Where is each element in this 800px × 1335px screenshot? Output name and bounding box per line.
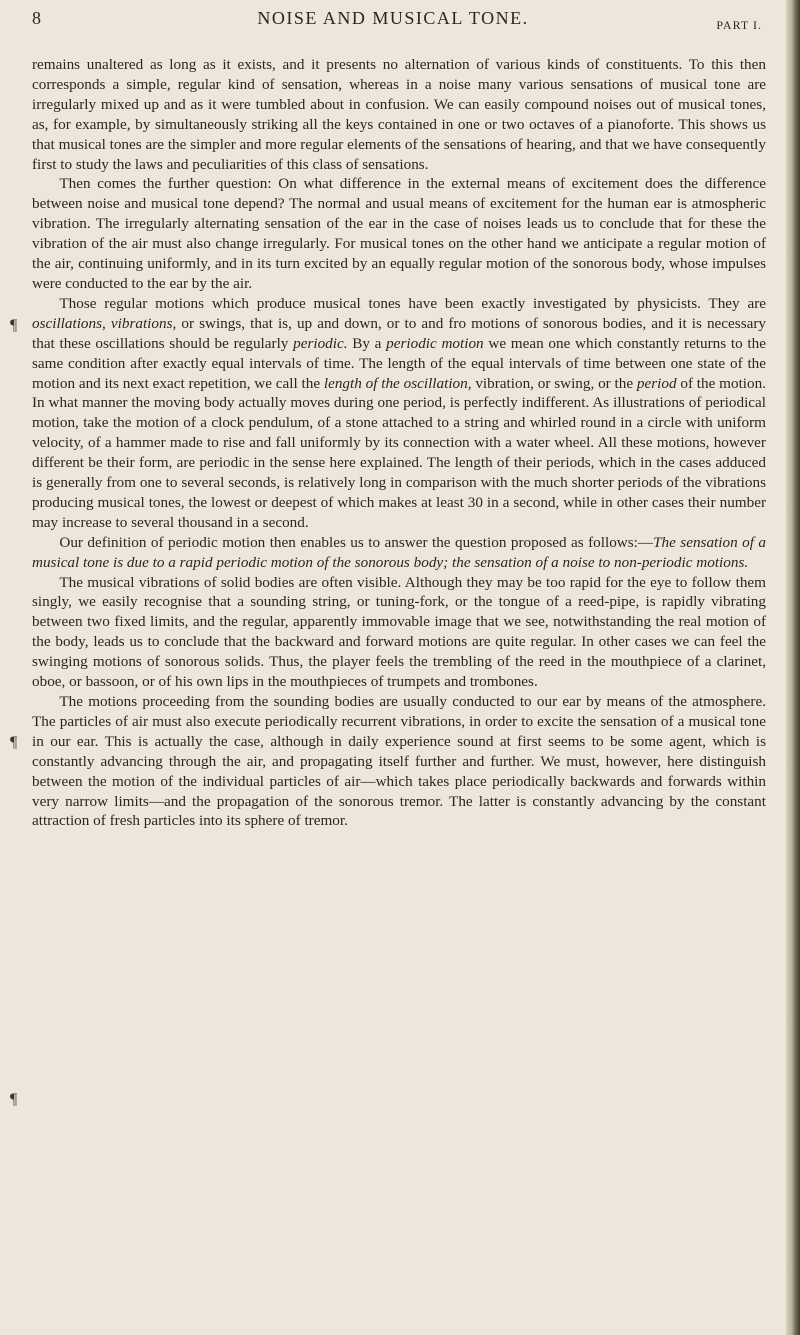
text-run: Those regular motions which produce musical tones have been exactly investigated by physicists. They are	[59, 294, 766, 312]
margin-paragraph-mark: ¶	[10, 317, 18, 334]
italic-phrase: length of the oscillation,	[323, 374, 472, 392]
text-run: By a	[347, 334, 387, 352]
body-text	[32, 55, 766, 831]
text-run: of the motion. In what manner the moving body actually moves during one period, is perfectly indifferent. As illustrations of periodical motion, take the motion of a clock pendulum, of a stone attached to a string and whirled round in a circle with uniform velocity, of a hammer made to rise and fall uniformly by its connection with a water wheel. All these motions, however different be their form, are periodic in the sense here explained. The length of their periods, which in the cases adduced is generally from one to several seconds, is relatively long in comparison with the much shorter periods of the vibrations producing musical tones, the lowest or deepest of which makes at least 30 in a second, while in other cases their number may increase to several thousand in a second.	[32, 374, 766, 531]
italic-phrase: periodic.	[293, 334, 348, 352]
part-label: PART I.	[716, 18, 762, 32]
text-run: The motions proceeding from the sounding bodies are usually conducted to our ear by means of the atmosphere. The particles of air must also execute periodically recurrent vibrations, in order to excite the sensation of a musical tone in our ear. This is actually the case, although in daily experience sound at first seems to be some agent, which is constantly advancing through the air, and propagating itself further and further. We must, however, here distinguish between the motion of the individual particles of air—which takes place periodically backwards and forwards within very narrow limits—and the propagation of the sonorous tremor. The latter is constantly advancing by the constant attraction of fresh particles into its sphere of tremor.	[32, 693, 766, 830]
paragraph	[32, 573, 766, 692]
text-run: remains unaltered as long as it exists, and it presents no alternation of various kinds of constituents. To this then corresponds a simple, regular kind of sensation, whereas in a noise many various sensations of musical tone are irregularly mixed up and as it were tumbled about in confusion. We can easily compound noises out of musical tones, as, for example, by simultaneously striking all the keys contained in one or two octaves of a pianoforte. This shows us that musical tones are the simpler and more regular elements of the sensations of hearing, and that we have consequently first to study the laws and peculiarities of this class of sensations.	[32, 56, 766, 173]
text-run: or swings, that is, up and down, or to and fro motions of sonorous bodies, and it is necessary that these oscillations should be regularly	[32, 314, 766, 352]
italic-phrase: periodic motion	[386, 334, 484, 352]
paragraph	[32, 294, 766, 533]
text-run: Then comes the further question: On what difference in the external means of excitement does the difference between noise and musical tone depend? The normal and usual means of excitement for the human ear is atmospheric vibration. The irregularly alternating sensation of the ear in the case of noises leads us to conclude that for these the vibration of the air must also change irregularly. For musical tones on the other hand we anticipate a regular motion of the air, continuing uniformly, and in its turn excited by an equally regular motion of the sonorous body, whose impulses were conducted to the ear by the air.	[32, 175, 766, 292]
page-number: 8	[32, 8, 42, 28]
page-header	[0, 8, 786, 38]
running-title: NOISE AND MUSICAL TONE.	[257, 8, 529, 28]
margin-paragraph-mark: ¶	[10, 734, 18, 751]
paragraph	[32, 533, 766, 573]
italic-phrase: period	[636, 374, 677, 392]
text-run: vibration, or swing, or the	[471, 374, 637, 392]
italic-phrase: oscillations, vibrations,	[32, 314, 177, 332]
paragraph	[32, 55, 766, 174]
text-run: The musical vibrations of solid bodies are often visible. Although they may be too rapid for the eye to follow them singly, we easily recognise that a sounding string, or tuning-fork, or the tongue of a reed-pipe, is rapidly vibrating between two fixed limits, and the regular, apparently immovable image that we see, notwithstanding the real motion of the body, leads us to conclude that the backward and forward motions are quite regular. In other cases we can feel the swinging motions of sonorous solids. Thus, the player feels the trembling of the reed in the mouthpiece of a clarinet, oboe, or bassoon, or of his own lips in the mouthpieces of trumpets and trombones.	[32, 573, 766, 691]
text-run: we mean one which constantly returns to the same condition after exactly equal intervals of time. The length of the equal intervals of time between one state of the motion and its next exact repetition, we call the	[32, 334, 766, 392]
page-edge-shadow	[786, 0, 800, 1335]
paragraph	[32, 174, 766, 293]
paragraph	[32, 692, 766, 831]
margin-paragraph-mark: ¶	[10, 1091, 18, 1108]
text-run: Our definition of periodic motion then enables us to answer the question proposed as follows:—	[59, 533, 654, 551]
italic-phrase: The sensation of a musical tone is due to a rapid periodic motion of the sonorous body; the sensation of a noise to non-periodic motions.	[32, 533, 766, 571]
